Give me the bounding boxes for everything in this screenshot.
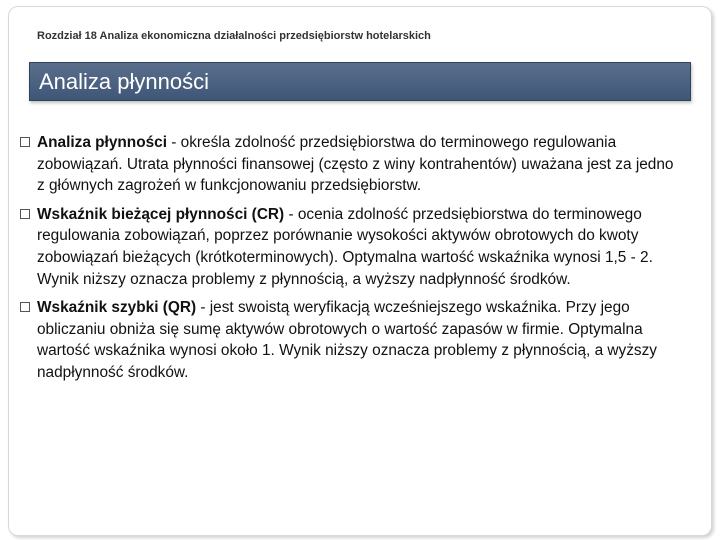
- chapter-header: Rozdział 18 Analiza ekonomiczna działalności przedsiębiorstw hotelarskich: [37, 30, 431, 42]
- square-bullet-icon: [20, 209, 30, 219]
- title-banner: [29, 62, 691, 101]
- square-bullet-icon: [20, 302, 30, 312]
- bullet-text: - ocenia zdolność przedsiębiorstwa do terminowego regulowania zobowiązań, poprzez porównanie wysokości aktywów obrotowych do kwoty zobowiązań bieżących (krótkoterminowych). Optymalna wartość wskaźnika wynosi 1,5 - 2. Wynik niższy oznacza problemy z płynnością, a wyższy nadpłynność środków.: [37, 205, 653, 288]
- bullet-term: Wskaźnik bieżącej płynności (CR): [37, 205, 285, 223]
- bullet-list: [20, 132, 680, 391]
- bullet-analiza-plynnosci: [20, 132, 680, 197]
- bullet-text: - jest swoistą weryfikacją wcześniejszego wskaźnika. Przy jego obliczaniu obniża się sumę aktywów obrotowych o wartość zapasów w firmie. Optymalna wartość wskaźnika wynosi około 1. Wynik niższy oznacza problemy z płynnością, a wyższy nadpłynność środków.: [37, 299, 657, 381]
- square-bullet-icon: [20, 137, 30, 147]
- bullet-wskaznik-qr: [20, 297, 680, 383]
- slide-title: Analiza płynności: [39, 69, 209, 94]
- bullet-wskaznik-cr: [20, 204, 680, 290]
- bullet-text: - określa zdolność przedsiębiorstwa do terminowego regulowania zobowiązań. Utrata płynności finansowej (często z winy kontrahentów) uważana jest za jedno z głównych zagrożeń w funkcjonowaniu przedsiębiorstw.: [37, 134, 674, 195]
- bullet-term: Wskaźnik szybki (QR): [37, 299, 197, 317]
- bullet-term: Analiza płynności: [37, 134, 167, 151]
